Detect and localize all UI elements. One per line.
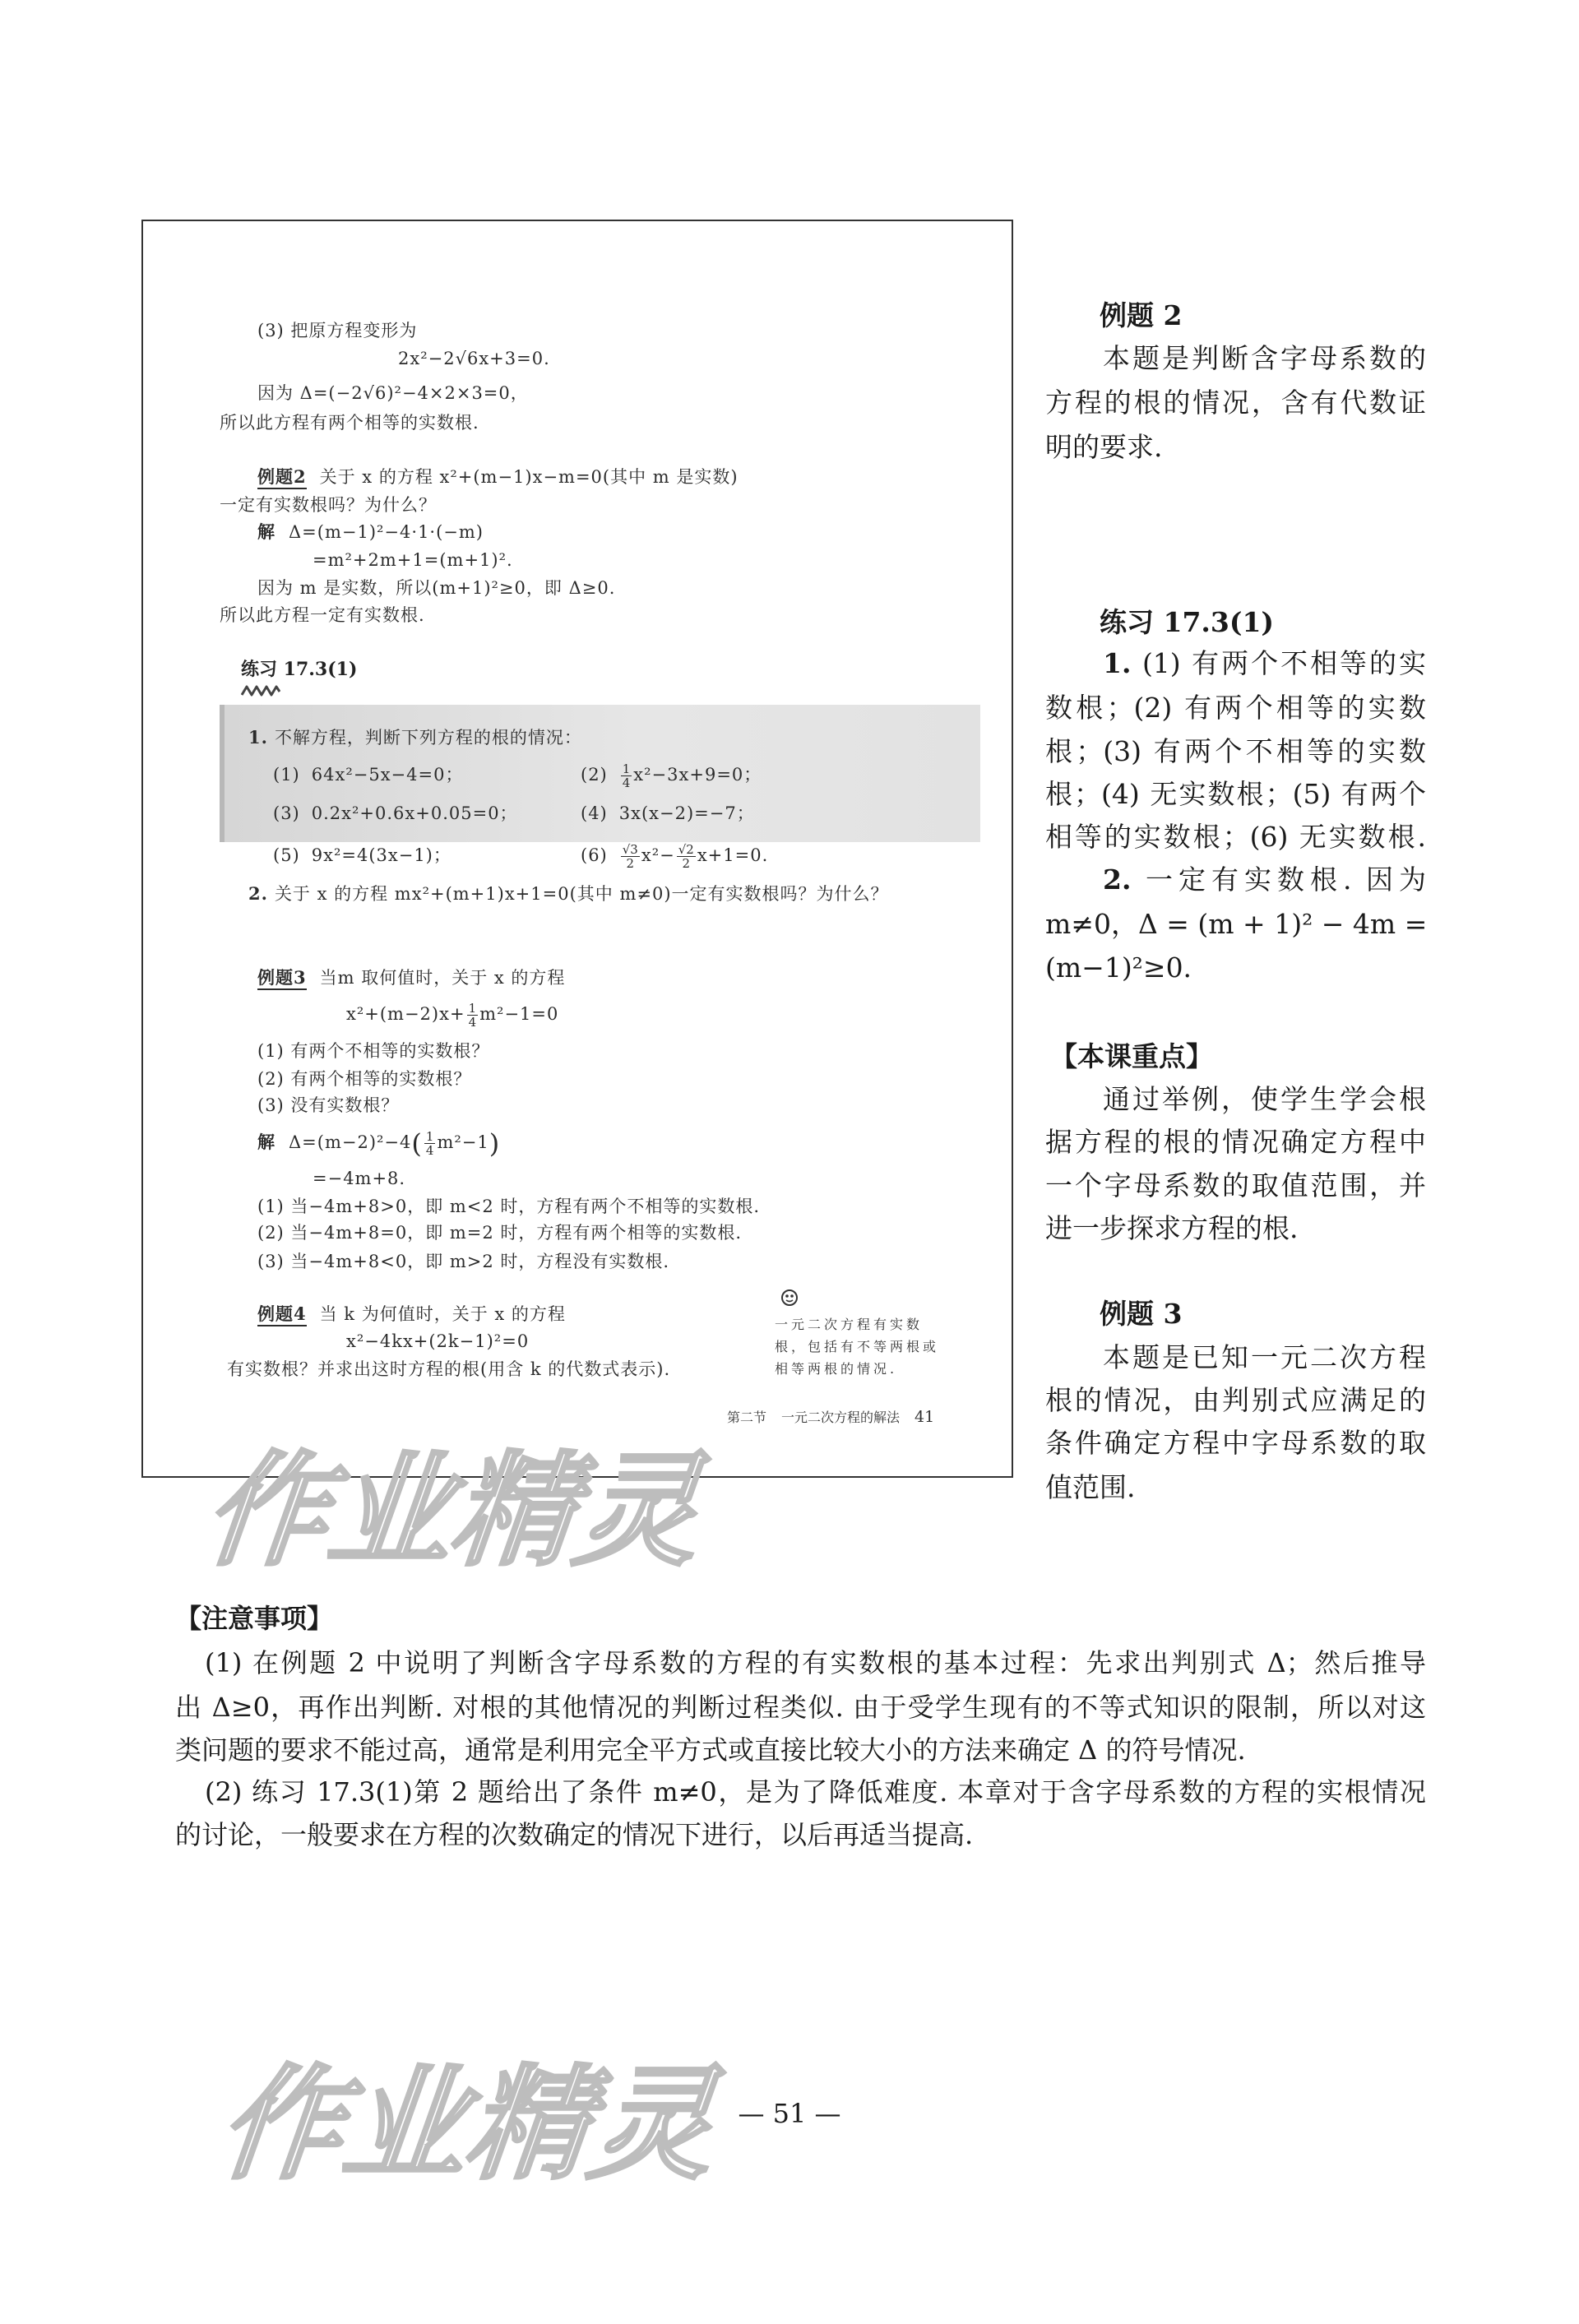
ex1-part3-reason: 因为 Δ=(−2√6)²−4×2×3=0，: [257, 383, 529, 403]
notes-line: 据方程的根的情况确定方程中: [1045, 1126, 1426, 1158]
fraction: [424, 1130, 436, 1157]
exercise-item-2: [581, 758, 762, 791]
fraction-denominator: 4: [425, 1143, 434, 1158]
example2-question-text: 关于 x 的方程 x²+(m−1)x−m=0(其中 m 是实数): [319, 467, 739, 487]
textbook-page-inset: [141, 220, 1013, 1478]
example3-subquestion: (2) 有两个相等的实数根？: [257, 1069, 472, 1089]
exercise-item-1: [273, 762, 463, 788]
example3-subquestion: (1) 有两个不相等的实数根？: [257, 1041, 490, 1061]
attention-heading: 【注意事项】: [175, 1603, 334, 1634]
watermark: 作业精灵: [212, 2052, 722, 2197]
notes-line: 方程的根的情况，含有代数证: [1045, 387, 1426, 419]
fraction-denominator: 2: [682, 856, 691, 871]
fraction-denominator: 2: [626, 856, 635, 871]
example4-question-line2: 有实数根？并求出这时方程的根(用含 k 的代数式表示).: [227, 1359, 671, 1379]
answer-number: 2.: [1103, 863, 1132, 896]
fraction: [621, 843, 640, 870]
equation-part: x²+(m−2)x+: [346, 1004, 465, 1024]
example2-solution-line1: [257, 519, 484, 545]
fraction-numerator: 1: [425, 1129, 434, 1144]
exercise-q2-text: 关于 x 的方程 mx²+(m+1)x+1=0(其中 m≠0)一定有实数根吗？为什么？: [274, 884, 889, 904]
item-equation: 64x²−5x−4=0；: [311, 765, 464, 785]
item-equation: x²−3x+9=0；: [633, 765, 762, 785]
exercise-q2: [248, 881, 889, 907]
example4-question-line1: [257, 1301, 566, 1327]
notes-line: 通过举例，使学生学会根: [1103, 1083, 1426, 1115]
example3-case: (3) 当−4m+8<0，即 m>2 时，方程没有实数根.: [257, 1252, 670, 1271]
zigzag-decoration-icon: [241, 683, 280, 698]
side-note-line: 根，包括有不等两根或: [775, 1339, 940, 1354]
side-note-line: 相等两根的情况.: [775, 1361, 898, 1377]
exercise-q2-number: 2.: [248, 883, 268, 904]
notes-line: [1103, 642, 1426, 685]
exercise-item-3: [273, 800, 518, 826]
ex1-part3-intro: (3) 把原方程变形为: [257, 321, 418, 340]
attention-line: (1) 在例题 2 中说明了判断含字母系数的方程的有实数根的基本过程：先求出判别式 Δ；然后推导: [205, 1647, 1426, 1678]
notes-line: 相等的实数根；(6) 无实数根.: [1045, 821, 1426, 853]
exercise-item-4: [581, 800, 755, 826]
notes-line: 一个字母系数的取值范围，并: [1045, 1169, 1426, 1201]
exercise-q1: [248, 725, 582, 751]
example2-question-line2: 一定有实数根吗？为什么？: [220, 495, 437, 515]
notes-line: 根的情况，由判别式应满足的: [1045, 1384, 1426, 1416]
example4-label: 例题4: [257, 1303, 307, 1326]
exercise-item-5: [273, 839, 451, 872]
item-label: (5): [273, 845, 300, 865]
notes-line: (m−1)²≥0.: [1045, 951, 1192, 984]
example2-solve-label: 解: [257, 521, 276, 542]
notes-line: [1103, 859, 1426, 901]
fraction: [621, 762, 632, 789]
side-note-line: 一元二次方程有实数: [775, 1317, 924, 1332]
fraction-numerator: 1: [468, 1001, 477, 1016]
item-equation: 3x(x−2)=−7；: [618, 803, 755, 823]
example2-label: 例题2: [257, 466, 307, 489]
exercise-q1-text: 不解方程，判断下列方程的根的情况：: [274, 728, 582, 748]
attention-line: 类问题的要求不能过高，通常是利用完全平方式或直接比较大小的方法来确定 Δ 的符号情况.: [175, 1734, 1246, 1766]
exercise-item-6: [581, 839, 768, 872]
attention-line: 出 Δ≥0，再作出判断. 对根的其他情况的判断过程类似. 由于受学生现有的不等式知识的限制，所以对这: [175, 1692, 1426, 1723]
example3-equation: [346, 998, 558, 1030]
right-paren: ): [489, 1127, 501, 1160]
ex1-part3-conclusion: 所以此方程有两个相等的实数根.: [220, 413, 479, 433]
example2-solution-line3: 因为 m 是实数，所以(m+1)²≥0，即 Δ≥0.: [257, 578, 616, 598]
exercise-q1-number: 1.: [248, 727, 268, 748]
item-label: (1): [273, 765, 300, 785]
fraction-denominator: 4: [468, 1015, 477, 1030]
notes-line: 明的要求.: [1045, 431, 1163, 463]
notes-line: 数根；(2) 有两个相等的实数: [1045, 692, 1426, 724]
notes-line: 值范围.: [1045, 1471, 1136, 1503]
example3-solution-line2: =−4m+8.: [313, 1169, 406, 1188]
attention-line: 的讨论，一般要求在方程的次数确定的情况下进行，以后再适当提高.: [175, 1819, 974, 1850]
notes-example2-heading: 例题 2: [1100, 299, 1183, 331]
notes-line: 根；(4) 无实数根；(5) 有两个: [1045, 778, 1426, 810]
fraction-numerator: √2: [678, 842, 694, 857]
page-number: — 51 —: [738, 2098, 841, 2129]
item-equation: x+1=0.: [697, 845, 769, 865]
item-label: (2): [581, 765, 608, 785]
example2-question-line1: [257, 464, 739, 490]
notes-line: 进一步探求方程的根.: [1045, 1212, 1299, 1244]
item-equation-middle: x²−: [641, 845, 675, 865]
answer-number: 1.: [1103, 647, 1132, 679]
notes-example3-heading: 例题 3: [1100, 1298, 1183, 1330]
notes-line: 根；(3) 有两个不相等的实数: [1045, 735, 1426, 767]
example3-label: 例题3: [257, 967, 307, 990]
item-equation: 0.2x²+0.6x+0.05=0；: [311, 803, 518, 823]
example3-subquestion: (3) 没有实数根？: [257, 1095, 400, 1115]
footer-page-number: 41: [915, 1408, 935, 1426]
fraction: [677, 843, 696, 870]
answer-text: (1) 有两个不相等的实: [1141, 647, 1427, 679]
equation-part: Δ=(m−2)²−4: [289, 1132, 412, 1152]
exercise-title: 练习 17.3(1): [241, 659, 358, 680]
example2-solve1-text: Δ=(m−1)²−4·1·(−m): [289, 522, 484, 542]
example2-solution-line4: 所以此方程一定有实数根.: [220, 605, 425, 625]
equation-part: m²−1: [437, 1132, 489, 1152]
footer-section: 第二节: [727, 1410, 767, 1425]
ex1-part3-equation: 2x²−2√6x+3=0.: [398, 349, 550, 368]
example4-question-text: 当 k 为何值时，关于 x 的方程: [319, 1304, 566, 1324]
notes-line: 条件确定方程中字母系数的取: [1045, 1427, 1426, 1459]
notes-line: 本题是已知一元二次方程: [1103, 1341, 1426, 1373]
notes-key-points-heading: 【本课重点】: [1050, 1040, 1213, 1072]
fraction-numerator: √3: [622, 842, 638, 857]
example2-solution-line2: =m²+2m+1=(m+1)².: [313, 550, 513, 570]
answer-text: 一定有实数根. 因为: [1145, 863, 1426, 896]
notes-exercise-heading: 练习 17.3(1): [1100, 606, 1275, 638]
example3-case: (2) 当−4m+8=0，即 m=2 时，方程有两个相等的实数根.: [257, 1223, 743, 1243]
example3-solution-line1: [257, 1124, 500, 1160]
example4-equation: x²−4kx+(2k−1)²=0: [346, 1331, 530, 1351]
example3-solve-label: 解: [257, 1132, 276, 1152]
left-paren: (: [411, 1127, 423, 1160]
example3-question-text: 当m 取何值时，关于 x 的方程: [319, 968, 566, 988]
example3-question-line1: [257, 965, 565, 991]
inset-footer: [727, 1405, 934, 1429]
note-icon: [780, 1288, 799, 1308]
item-label: (3): [273, 803, 300, 823]
fraction-denominator: 4: [622, 775, 631, 790]
equation-part: m²−1=0: [479, 1004, 559, 1024]
notes-line: m≠0，Δ = (m + 1)² − 4m =: [1045, 908, 1428, 940]
watermark: 作业精灵: [197, 1438, 707, 1583]
example3-case: (1) 当−4m+8>0，即 m<2 时，方程有两个不相等的实数根.: [257, 1197, 761, 1216]
item-label: (6): [581, 845, 608, 865]
footer-title: 一元二次方程的解法: [781, 1410, 901, 1425]
item-equation: 9x²=4(3x−1)；: [311, 845, 451, 865]
attention-line: (2) 练习 17.3(1)第 2 题给出了条件 m≠0，是为了降低难度. 本章对于含字母系数的方程的实根情况: [205, 1776, 1426, 1808]
fraction: [467, 1002, 479, 1029]
notes-line: 本题是判断含字母系数的: [1103, 342, 1426, 374]
fraction-numerator: 1: [622, 762, 631, 776]
item-label: (4): [581, 803, 608, 823]
